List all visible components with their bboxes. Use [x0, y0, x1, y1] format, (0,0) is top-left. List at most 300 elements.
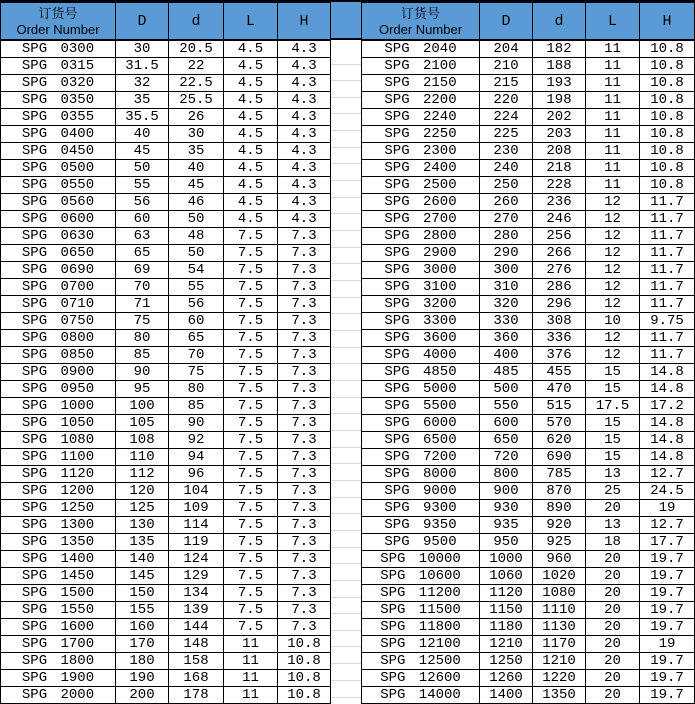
col-D-cell: 485 — [480, 364, 533, 381]
col-H-cell: 4.3 — [278, 143, 331, 160]
table-row — [1, 585, 331, 602]
table-row — [1, 194, 331, 211]
col-d-cell: 455 — [533, 364, 586, 381]
col-d-cell: 45 — [169, 177, 224, 194]
order-cell: SPG 1250 — [1, 500, 116, 517]
table-row — [1, 500, 331, 517]
gap-row — [331, 380, 361, 397]
order-cell: SPG 0560 — [1, 194, 116, 211]
col-d-cell: 236 — [533, 194, 586, 211]
col-D-cell: 30 — [116, 40, 169, 58]
table-row — [1, 347, 331, 364]
col-D-cell: 204 — [480, 40, 533, 58]
col-H-cell: 7.3 — [278, 585, 331, 602]
col-d-cell: 182 — [533, 40, 586, 58]
col-d-cell: 56 — [169, 296, 224, 313]
col-L-cell: 10 — [586, 313, 640, 330]
order-cell: SPG 0710 — [1, 296, 116, 313]
col-L-cell: 11 — [586, 177, 640, 194]
col-H-cell: 7.3 — [278, 262, 331, 279]
col-H-cell: 7.3 — [278, 449, 331, 466]
col-D-cell: 500 — [480, 381, 533, 398]
order-cell: SPG 2250 — [362, 126, 480, 143]
gap-cell — [331, 530, 361, 547]
col-d-cell: 109 — [169, 500, 224, 517]
col-d-cell: 1020 — [533, 568, 586, 585]
col-L-cell: 12 — [586, 347, 640, 364]
col-L-cell: 7.5 — [224, 432, 278, 449]
order-cell: SPG 0950 — [1, 381, 116, 398]
table-row — [1, 296, 331, 313]
col-D-cell: 56 — [116, 194, 169, 211]
gap-row — [331, 231, 361, 248]
gap-cell — [331, 647, 361, 664]
order-cell: SPG 1050 — [1, 415, 116, 432]
col-L-cell: 15 — [586, 449, 640, 466]
col-d-cell: 890 — [533, 500, 586, 517]
col-d-cell: 188 — [533, 58, 586, 75]
col-H-cell: 19.7 — [640, 670, 695, 687]
col-H-cell: 19.7 — [640, 568, 695, 585]
col-d-cell: 22.5 — [169, 75, 224, 92]
gap-cell — [331, 430, 361, 447]
gap-row — [331, 39, 361, 64]
order-cell: SPG 0450 — [1, 143, 116, 160]
order-cell: SPG 2040 — [362, 40, 480, 58]
table-row — [362, 636, 695, 653]
gap-cell — [331, 81, 361, 98]
col-d-cell: 54 — [169, 262, 224, 279]
order-cell: SPG 0355 — [1, 109, 116, 126]
gap-cell — [331, 547, 361, 564]
col-H-cell: 11.7 — [640, 279, 695, 296]
col-L-cell: 4.5 — [224, 40, 278, 58]
table-row — [1, 211, 331, 228]
gap-row — [331, 680, 361, 697]
col-L-cell: 18 — [586, 534, 640, 551]
table-row — [1, 92, 331, 109]
col-d-cell: 144 — [169, 619, 224, 636]
table-row — [1, 262, 331, 279]
col-H-cell: 10.8 — [278, 687, 331, 704]
gap-row — [331, 597, 361, 614]
gap-row — [331, 264, 361, 281]
table-row — [362, 500, 695, 517]
header-title-cn: 订货号 — [400, 6, 440, 21]
order-cell: SPG 10600 — [362, 568, 480, 585]
col-L-cell: 11 — [586, 143, 640, 160]
order-cell: SPG 1600 — [1, 619, 116, 636]
col-H-cell: 19 — [640, 636, 695, 653]
table-row — [1, 58, 331, 75]
order-cell: SPG 2150 — [362, 75, 480, 92]
col-D-cell: 60 — [116, 211, 169, 228]
gap-cell — [331, 347, 361, 364]
col-D-cell: 135 — [116, 534, 169, 551]
col-d-cell: 228 — [533, 177, 586, 194]
col-d-cell: 203 — [533, 126, 586, 143]
col-L-cell: 7.5 — [224, 381, 278, 398]
gap-row — [331, 530, 361, 547]
table-row — [362, 245, 695, 262]
column-header-D: D — [116, 3, 169, 41]
order-cell: SPG 11500 — [362, 602, 480, 619]
col-D-cell: 155 — [116, 602, 169, 619]
gap-cell — [331, 197, 361, 214]
col-D-cell: 1400 — [480, 687, 533, 704]
header-row — [1, 3, 331, 41]
col-H-cell: 14.8 — [640, 449, 695, 466]
col-H-cell: 4.3 — [278, 194, 331, 211]
table-row — [1, 687, 331, 704]
col-H-cell: 7.3 — [278, 347, 331, 364]
table-row — [1, 279, 331, 296]
col-H-cell: 7.3 — [278, 330, 331, 347]
gap-cell — [331, 564, 361, 581]
col-L-cell: 4.5 — [224, 109, 278, 126]
col-D-cell: 110 — [116, 449, 169, 466]
col-D-cell: 250 — [480, 177, 533, 194]
col-D-cell: 112 — [116, 466, 169, 483]
col-d-cell: 1210 — [533, 653, 586, 670]
table-row — [1, 636, 331, 653]
table-row — [362, 143, 695, 160]
column-header-D: D — [480, 3, 533, 41]
header-row — [362, 3, 695, 41]
col-L-cell: 12 — [586, 330, 640, 347]
table-row — [362, 92, 695, 109]
col-d-cell: 25.5 — [169, 92, 224, 109]
header-title-cn: 订货号 — [38, 6, 78, 21]
col-H-cell: 19.7 — [640, 551, 695, 568]
col-H-cell: 19 — [640, 500, 695, 517]
table-row — [362, 279, 695, 296]
col-d-cell: 50 — [169, 245, 224, 262]
table-row — [1, 177, 331, 194]
gap-row — [331, 197, 361, 214]
gap-row — [331, 214, 361, 231]
gap-row — [331, 647, 361, 664]
col-D-cell: 280 — [480, 228, 533, 245]
order-cell: SPG 12500 — [362, 653, 480, 670]
col-D-cell: 320 — [480, 296, 533, 313]
col-H-cell: 11.7 — [640, 296, 695, 313]
col-D-cell: 90 — [116, 364, 169, 381]
col-D-cell: 260 — [480, 194, 533, 211]
col-L-cell: 11 — [586, 75, 640, 92]
gap-cell — [331, 680, 361, 697]
col-L-cell: 7.5 — [224, 466, 278, 483]
gap-header-fill — [331, 2, 361, 39]
col-D-cell: 360 — [480, 330, 533, 347]
col-H-cell: 10.8 — [278, 653, 331, 670]
col-D-cell: 950 — [480, 534, 533, 551]
col-d-cell: 75 — [169, 364, 224, 381]
order-cell: SPG 9500 — [362, 534, 480, 551]
col-d-cell: 1110 — [533, 602, 586, 619]
col-H-cell: 4.3 — [278, 92, 331, 109]
col-d-cell: 26 — [169, 109, 224, 126]
table-row — [362, 194, 695, 211]
col-L-cell: 11 — [586, 40, 640, 58]
table-row — [362, 687, 695, 704]
order-number-header — [362, 3, 480, 41]
col-D-cell: 105 — [116, 415, 169, 432]
col-L-cell: 7.5 — [224, 330, 278, 347]
order-cell: SPG 0800 — [1, 330, 116, 347]
col-H-cell: 17.7 — [640, 534, 695, 551]
order-cell: SPG 12100 — [362, 636, 480, 653]
col-L-cell: 4.5 — [224, 126, 278, 143]
table-row — [1, 534, 331, 551]
order-cell: SPG 3600 — [362, 330, 480, 347]
col-L-cell: 7.5 — [224, 534, 278, 551]
col-L-cell: 7.5 — [224, 245, 278, 262]
col-D-cell: 550 — [480, 398, 533, 415]
col-d-cell: 94 — [169, 449, 224, 466]
col-H-cell: 12.7 — [640, 466, 695, 483]
col-D-cell: 75 — [116, 313, 169, 330]
table-row — [362, 483, 695, 500]
col-L-cell: 11 — [224, 687, 278, 704]
gap-cell — [331, 264, 361, 281]
gap-cell — [331, 231, 361, 248]
table-row — [362, 296, 695, 313]
order-cell: SPG 2100 — [362, 58, 480, 75]
gap-row — [331, 97, 361, 114]
col-H-cell: 19.7 — [640, 653, 695, 670]
col-d-cell: 925 — [533, 534, 586, 551]
table-row — [1, 432, 331, 449]
order-cell: SPG 0550 — [1, 177, 116, 194]
col-H-cell: 11.7 — [640, 262, 695, 279]
col-d-cell: 218 — [533, 160, 586, 177]
gap-cell — [331, 364, 361, 381]
col-d-cell: 286 — [533, 279, 586, 296]
col-H-cell: 10.8 — [640, 75, 695, 92]
table-row — [362, 211, 695, 228]
col-D-cell: 145 — [116, 568, 169, 585]
order-cell: SPG 0650 — [1, 245, 116, 262]
col-L-cell: 7.5 — [224, 364, 278, 381]
col-H-cell: 11.7 — [640, 211, 695, 228]
gap-cell — [331, 97, 361, 114]
order-cell: SPG 1080 — [1, 432, 116, 449]
order-cell: SPG 7200 — [362, 449, 480, 466]
gap-row — [331, 580, 361, 597]
col-D-cell: 31.5 — [116, 58, 169, 75]
col-d-cell: 1170 — [533, 636, 586, 653]
order-cell: SPG 4850 — [362, 364, 480, 381]
col-L-cell: 4.5 — [224, 177, 278, 194]
col-H-cell: 7.3 — [278, 296, 331, 313]
col-D-cell: 85 — [116, 347, 169, 364]
table-row — [1, 398, 331, 415]
order-cell: SPG 3000 — [362, 262, 480, 279]
col-D-cell: 600 — [480, 415, 533, 432]
table-row — [362, 109, 695, 126]
col-H-cell: 11.7 — [640, 245, 695, 262]
col-L-cell: 7.5 — [224, 585, 278, 602]
col-L-cell: 15 — [586, 432, 640, 449]
col-d-cell: 202 — [533, 109, 586, 126]
col-L-cell: 7.5 — [224, 449, 278, 466]
col-D-cell: 70 — [116, 279, 169, 296]
col-L-cell: 11 — [586, 58, 640, 75]
order-cell: SPG 11200 — [362, 585, 480, 602]
gap-cell — [331, 314, 361, 331]
col-H-cell: 14.8 — [640, 432, 695, 449]
col-d-cell: 65 — [169, 330, 224, 347]
gap-cell — [331, 131, 361, 148]
col-L-cell: 7.5 — [224, 279, 278, 296]
col-H-cell: 19.7 — [640, 687, 695, 704]
order-cell: SPG 9350 — [362, 517, 480, 534]
col-H-cell: 19.7 — [640, 619, 695, 636]
order-cell: SPG 0315 — [1, 58, 116, 75]
table-row — [1, 330, 331, 347]
column-header-L: L — [224, 3, 278, 41]
table-body-right — [362, 40, 695, 704]
col-D-cell: 240 — [480, 160, 533, 177]
col-d-cell: 960 — [533, 551, 586, 568]
col-L-cell: 17.5 — [586, 398, 640, 415]
gap-cell — [331, 181, 361, 198]
col-D-cell: 215 — [480, 75, 533, 92]
col-D-cell: 1250 — [480, 653, 533, 670]
col-H-cell: 7.3 — [278, 466, 331, 483]
col-d-cell: 104 — [169, 483, 224, 500]
table-row — [362, 381, 695, 398]
col-H-cell: 17.2 — [640, 398, 695, 415]
col-L-cell: 11 — [224, 636, 278, 653]
col-D-cell: 160 — [116, 619, 169, 636]
col-H-cell: 7.3 — [278, 364, 331, 381]
col-d-cell: 139 — [169, 602, 224, 619]
col-D-cell: 1150 — [480, 602, 533, 619]
col-d-cell: 178 — [169, 687, 224, 704]
col-d-cell: 1350 — [533, 687, 586, 704]
gap-cell — [331, 414, 361, 431]
order-cell: SPG 0700 — [1, 279, 116, 296]
gap-row — [331, 397, 361, 414]
gap-row — [331, 430, 361, 447]
col-L-cell: 20 — [586, 585, 640, 602]
col-H-cell: 7.3 — [278, 568, 331, 585]
col-D-cell: 65 — [116, 245, 169, 262]
gap-row — [331, 414, 361, 431]
gap-cell — [331, 164, 361, 181]
col-H-cell: 4.3 — [278, 211, 331, 228]
col-L-cell: 11 — [586, 160, 640, 177]
col-d-cell: 20.5 — [169, 40, 224, 58]
col-D-cell: 930 — [480, 500, 533, 517]
column-header-d: d — [169, 3, 224, 41]
gap-cell — [331, 464, 361, 481]
table-row — [362, 228, 695, 245]
col-d-cell: 515 — [533, 398, 586, 415]
col-D-cell: 50 — [116, 160, 169, 177]
spg-table-left — [0, 2, 331, 704]
gap-body — [331, 39, 361, 698]
col-H-cell: 11.7 — [640, 347, 695, 364]
gap-cell — [331, 447, 361, 464]
col-H-cell: 7.3 — [278, 551, 331, 568]
col-H-cell: 14.8 — [640, 364, 695, 381]
order-cell: SPG 2000 — [1, 687, 116, 704]
col-d-cell: 208 — [533, 143, 586, 160]
col-L-cell: 13 — [586, 466, 640, 483]
order-cell: SPG 0690 — [1, 262, 116, 279]
gap-row — [331, 281, 361, 298]
gap-row — [331, 614, 361, 631]
gap-cell — [331, 39, 361, 64]
order-cell: SPG 0500 — [1, 160, 116, 177]
col-L-cell: 15 — [586, 415, 640, 432]
col-d-cell: 1130 — [533, 619, 586, 636]
col-H-cell: 4.3 — [278, 109, 331, 126]
order-cell: SPG 9000 — [362, 483, 480, 500]
col-L-cell: 12 — [586, 228, 640, 245]
col-d-cell: 60 — [169, 313, 224, 330]
table-row — [1, 75, 331, 92]
order-cell: SPG 0300 — [1, 40, 116, 58]
col-L-cell: 20 — [586, 687, 640, 704]
col-d-cell: 22 — [169, 58, 224, 75]
col-d-cell: 114 — [169, 517, 224, 534]
table-row — [1, 568, 331, 585]
col-D-cell: 1000 — [480, 551, 533, 568]
col-L-cell: 4.5 — [224, 160, 278, 177]
col-L-cell: 15 — [586, 364, 640, 381]
col-d-cell: 168 — [169, 670, 224, 687]
col-H-cell: 9.75 — [640, 313, 695, 330]
gap-row — [331, 314, 361, 331]
table-row — [362, 602, 695, 619]
order-cell: SPG 0600 — [1, 211, 116, 228]
table-row — [1, 551, 331, 568]
gap-cell — [331, 597, 361, 614]
col-D-cell: 71 — [116, 296, 169, 313]
col-L-cell: 11 — [224, 670, 278, 687]
col-L-cell: 7.5 — [224, 551, 278, 568]
col-L-cell: 7.5 — [224, 568, 278, 585]
order-cell: SPG 1400 — [1, 551, 116, 568]
col-d-cell: 148 — [169, 636, 224, 653]
col-L-cell: 4.5 — [224, 75, 278, 92]
table-row — [362, 585, 695, 602]
col-D-cell: 650 — [480, 432, 533, 449]
gap-row — [331, 81, 361, 98]
column-header-H: H — [278, 3, 331, 41]
table-row — [1, 483, 331, 500]
gap-row — [331, 114, 361, 131]
col-D-cell: 1060 — [480, 568, 533, 585]
col-H-cell: 7.3 — [278, 483, 331, 500]
col-d-cell: 690 — [533, 449, 586, 466]
gap-row — [331, 164, 361, 181]
col-L-cell: 20 — [586, 636, 640, 653]
col-d-cell: 920 — [533, 517, 586, 534]
col-L-cell: 7.5 — [224, 398, 278, 415]
col-H-cell: 10.8 — [278, 670, 331, 687]
col-D-cell: 720 — [480, 449, 533, 466]
col-L-cell: 7.5 — [224, 415, 278, 432]
col-L-cell: 20 — [586, 551, 640, 568]
order-cell: SPG 1550 — [1, 602, 116, 619]
col-H-cell: 7.3 — [278, 619, 331, 636]
col-d-cell: 376 — [533, 347, 586, 364]
